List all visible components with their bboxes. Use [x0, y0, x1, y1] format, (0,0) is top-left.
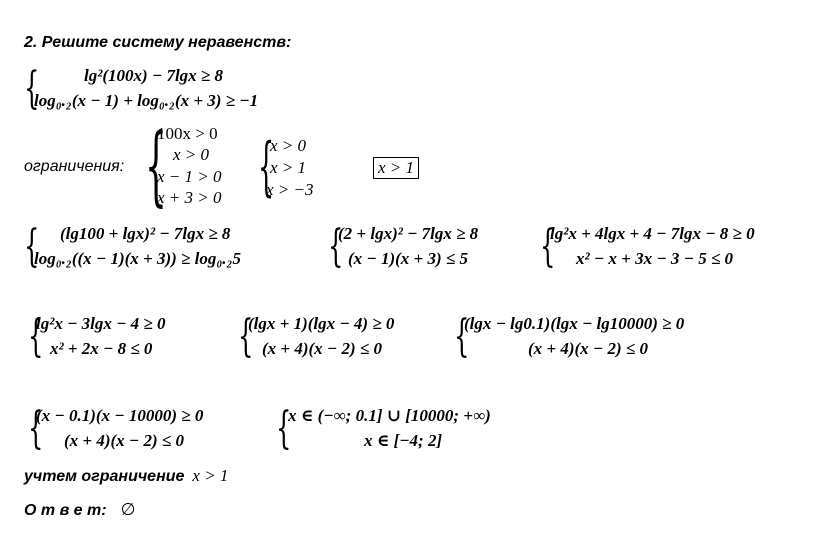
- system-4b-line-1: x ∈ (−∞; 0.1] ∪ [10000; +∞): [288, 406, 491, 425]
- system-3a-line-2: x² + 2x − 8 ≤ 0: [50, 339, 153, 358]
- brace-icon: {: [328, 221, 344, 272]
- brace-icon: {: [145, 116, 167, 216]
- system-4a-line-2: (x + 4)(x − 2) ≤ 0: [64, 431, 184, 450]
- reduced-line: x > −3: [266, 180, 314, 199]
- brace-icon: {: [28, 311, 44, 362]
- system-4b-line-2: x ∈ [−4; 2]: [364, 431, 443, 450]
- system-2a-line-2: log₀.₂((x − 1)(x + 3)) ≥ log₀.₂5: [34, 249, 241, 268]
- brace-icon: {: [454, 311, 470, 362]
- answer-value: ∅: [120, 500, 136, 520]
- system-4b: [276, 403, 546, 454]
- brace-icon: {: [238, 311, 254, 362]
- problem-title: 2. Решите систему неравенств:: [24, 34, 292, 51]
- consider-restriction: [24, 466, 228, 486]
- system-2b-line-2: (x − 1)(x + 3) ≤ 5: [348, 249, 468, 268]
- system-3b: [238, 311, 448, 362]
- brace-icon: {: [28, 403, 44, 454]
- restrictions-system: [145, 116, 255, 216]
- brace-icon: {: [276, 403, 292, 454]
- restrictions-label: ограничения:: [24, 158, 125, 175]
- brace-icon: {: [24, 63, 40, 114]
- system-2c-line-1: lg²x + 4lgx + 4 − 7lgx − 8 ≥ 0: [550, 224, 755, 243]
- system-3a-line-1: lg²x − 3lgx − 4 ≥ 0: [36, 314, 166, 333]
- system-1: [24, 63, 344, 114]
- answer-label: О т в е т:: [24, 502, 107, 519]
- system-1-line-1: lg²(100x) − 7lgx ≥ 8: [84, 66, 223, 85]
- restriction-line: x > 0: [173, 145, 210, 164]
- system-4a-line-1: (x − 0.1)(x − 10000) ≥ 0: [36, 406, 204, 425]
- system-3b-line-1: (lgx + 1)(lgx − 4) ≥ 0: [248, 314, 395, 333]
- system-2c-line-2: x² − x + 3x − 3 − 5 ≤ 0: [576, 249, 734, 268]
- brace-icon: {: [24, 221, 40, 272]
- restrictions-result: x > 1: [373, 157, 419, 179]
- consider-label: учтем ограничение: [24, 468, 185, 485]
- system-2a: [24, 221, 324, 272]
- reduced-line: x > 0: [270, 136, 307, 155]
- system-2b: [328, 221, 538, 272]
- brace-icon: {: [258, 130, 275, 204]
- restrictions-reduced: [258, 130, 338, 204]
- system-3c-line-2: (x + 4)(x − 2) ≤ 0: [528, 339, 648, 358]
- consider-value: x > 1: [192, 466, 229, 485]
- reduced-line: x > 1: [270, 158, 307, 177]
- system-3b-line-2: (x + 4)(x − 2) ≤ 0: [262, 339, 382, 358]
- system-2b-line-1: (2 + lgx)² − 7lgx ≥ 8: [338, 224, 479, 243]
- system-2c: [540, 221, 830, 272]
- restriction-line: 100x > 0: [157, 124, 218, 143]
- restriction-line: x − 1 > 0: [157, 167, 222, 186]
- restriction-line: x + 3 > 0: [157, 188, 222, 207]
- answer: [24, 500, 135, 520]
- system-4a: [28, 403, 268, 454]
- system-3c: [454, 311, 774, 362]
- system-3a: [28, 311, 228, 362]
- system-2a-line-1: (lg100 + lgx)² − 7lgx ≥ 8: [60, 224, 231, 243]
- system-3c-line-1: (lgx − lg0.1)(lgx − lg10000) ≥ 0: [464, 314, 685, 333]
- brace-icon: {: [540, 221, 556, 272]
- system-1-line-2: log₀.₂(x − 1) + log₀.₂(x + 3) ≥ −1: [34, 91, 259, 110]
